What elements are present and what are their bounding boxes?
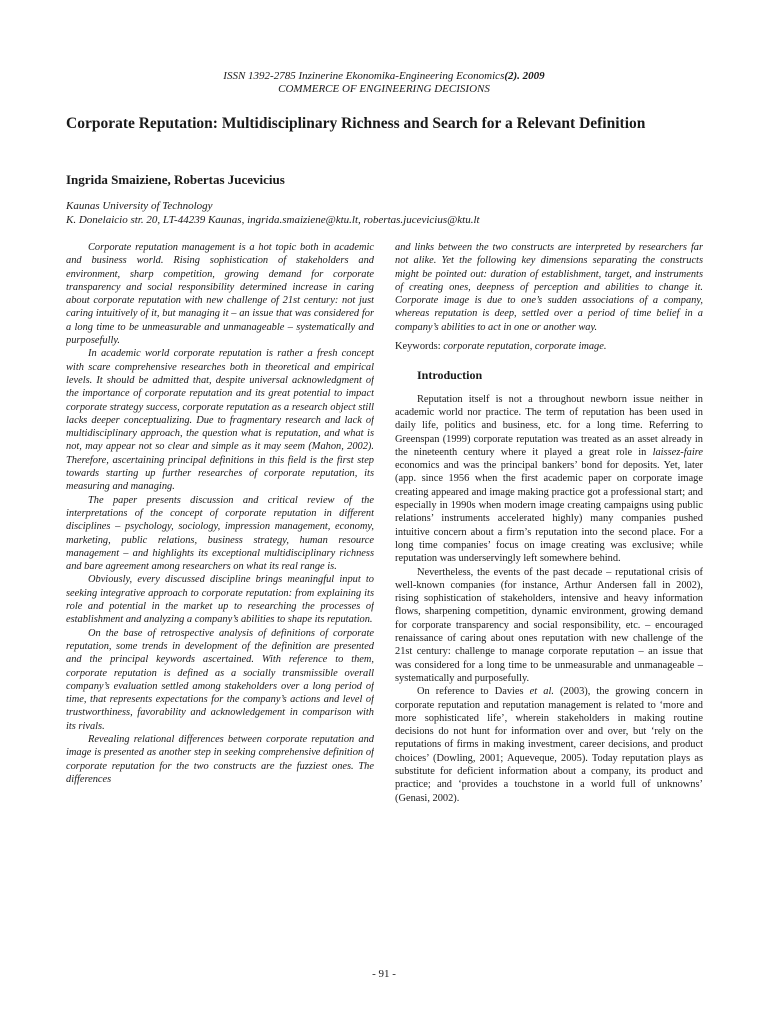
affiliation-institution: Kaunas University of Technology [66, 200, 213, 212]
abstract-column-left [66, 241, 374, 941]
journal-header [0, 70, 768, 83]
keywords-text: corporate reputation, corporate image. [443, 341, 607, 353]
keywords [395, 340, 703, 353]
journal-section: COMMERCE OF ENGINEERING DECISIONS [278, 83, 490, 95]
intro-paragraph [395, 685, 703, 805]
abstract-paragraph: Obviously, every discussed discipline brings meaningful input to seeking integrative approach to corporate reputation: from explaining its role and potential in the market up to researching the processes of establishment and analyzing a company’s abilities to shape its reputation. [66, 574, 374, 626]
abstract-paragraph: Corporate reputation management is a hot topic both in academic and business world. Rising sophistication of stakeholders and environment, sharp competition, growing demand for corporate transparency and social responsibility determined increase in caring about corporate reputation with new challenge of 21st century: not just caring intuitively of it, but managing it – an issue that was considered for a long time to be unmeasurable and unmanageable – systematically and purposefully. [66, 242, 374, 347]
intro-text: (2003), the growing concern in corporate reputation and reputation management is related to ‘more and more sophisticated life’, wherein stakeholders in making routine decisions do not hunt for information over and over, but ‘rely on the reputations of firms in making investment, career decisions, and product choices’ (Dowling, 2001; Aqueveque, 2005). Today reputation plays as substitute for deficient information about a company, its product and practice; and ‘provides a touchstone in a world full of unknowns’ (Genasi, 2002). [395, 686, 703, 804]
abstract-continuation: and links between the two constructs are interpreted by researchers far not alike. Yet the following key dimensions separating the constructs might be pointed out: duration of establishment, target, and instruments of creating ones, deepness of perception and abilities to change it. Corporate image is due to one’s sudden associations of a company, whereas reputation is deep, settled over a period of time belief in a company’s abilities to act in one or another way. [395, 242, 703, 333]
journal-name: ISSN 1392-2785 Inzinerine Ekonomika-Engineering Economics [223, 70, 505, 82]
body-column-right [395, 241, 703, 941]
intro-paragraph: Nevertheless, the events of the past decade – reputational crisis of well-known companies (for instance, Arthur Andersen fall in 2002), rising sophistication of stakeholders, intensive and heavy information flows, sharpening competition, dynamic environment, growing demand for corporate transparency and social responsibility, etc. – encouraged renaissance of caring about ones reputation with new challenge of the 21st century: challenge to manage corporate reputation – an issue that was considered for a long time to be unmeasurable and unmanageable – systematically and purposefully. [395, 566, 703, 684]
abstract-paragraph: In academic world corporate reputation is rather a fresh concept with scare comprehensive researches both in theoretical and empirical levels. It should be admitted that, despite universal acknowledgment of the importance of corporate reputation and its great potential to impact corporate strategy success, corporate reputation as a research object still lacks deeper conceptualizing. Due to fragmentary research and lack of multidisciplinary approach, the question what is reputation, and what is not, may appear not so clear and simple as it may seem (Mahon, 2002). Therefore, ascertaining principal definitions in this field is the first step towards starting up further researches of corporate reputation, its measuring and managing. [66, 348, 374, 493]
intro-text: economics and was the principal bankers’ bond for deposits. Yet, later (app. since 1956 when the first academic paper on corporate image creating appeared and image making practice got a professional start; and especially in 1990s when modern image creating campaigns using public relations’ instruments accelerated highly) many companies pushed intuitive concern about a firm’s reputation into the second place. For a long time companies’ focus on image creating was exclusive; while reputation was underservingly left somewhere behind. [395, 460, 703, 565]
paper-authors: Ingrida Smaiziene, Robertas Jucevicius [66, 172, 285, 187]
intro-text: On reference to Davies [417, 686, 530, 698]
paper-title: Corporate Reputation: Multidisciplinary Richness and Search for a Relevant Definition [66, 115, 646, 132]
intro-italic-term: laissez-faire [652, 446, 703, 458]
intro-paragraph [395, 393, 703, 566]
abstract-paragraph: The paper presents discussion and critical review of the interpretations of the concept of corporate reputation in different disciplines – psychology, sociology, impression management, economy, marketing, public relations, business strategy, human resource management – and highlights its exceptional multidisciplinary richness and bare agreement among researchers on what its real range is. [66, 494, 374, 573]
journal-issue: (2). 2009 [504, 70, 545, 82]
abstract-paragraph: Revealing relational differences between corporate reputation and image is presented as another step in seeking comprehensive definition of corporate reputation for the two constructs are the fuzziest ones. The differences [66, 733, 374, 785]
keywords-label: Keywords: [395, 341, 441, 353]
intro-text: Reputation itself is not a throughout newborn issue neither in academic world nor practice. The term of reputation has been used in daily life, politics and business, etc. for a long time. Referring to Greenspan (1999) corporate reputation was treated as an asset already in the nineteenth century where it played a great role in [395, 393, 703, 458]
abstract-paragraph: On the base of retrospective analysis of definitions of corporate reputation, some trends in development of the definition are presented and the principal keywords ascertained. With reference to them, corporate reputation is defined as a socially transmissible overall company’s evaluation settled among stakeholders over a long period of time, that represents expectations for the company’s actions and level of trustworthiness, favorability and acknowledgement in comparison with its rivals. [66, 627, 374, 732]
section-heading-introduction: Introduction [417, 368, 483, 383]
intro-italic-term: et al. [529, 686, 554, 698]
page-number: - 91 - [372, 968, 396, 980]
affiliation-address: K. Donelaicio str. 20, LT-44239 Kaunas, ingrida.smaiziene@ktu.lt, robertas.jucevicius@ktu.lt [66, 214, 480, 226]
